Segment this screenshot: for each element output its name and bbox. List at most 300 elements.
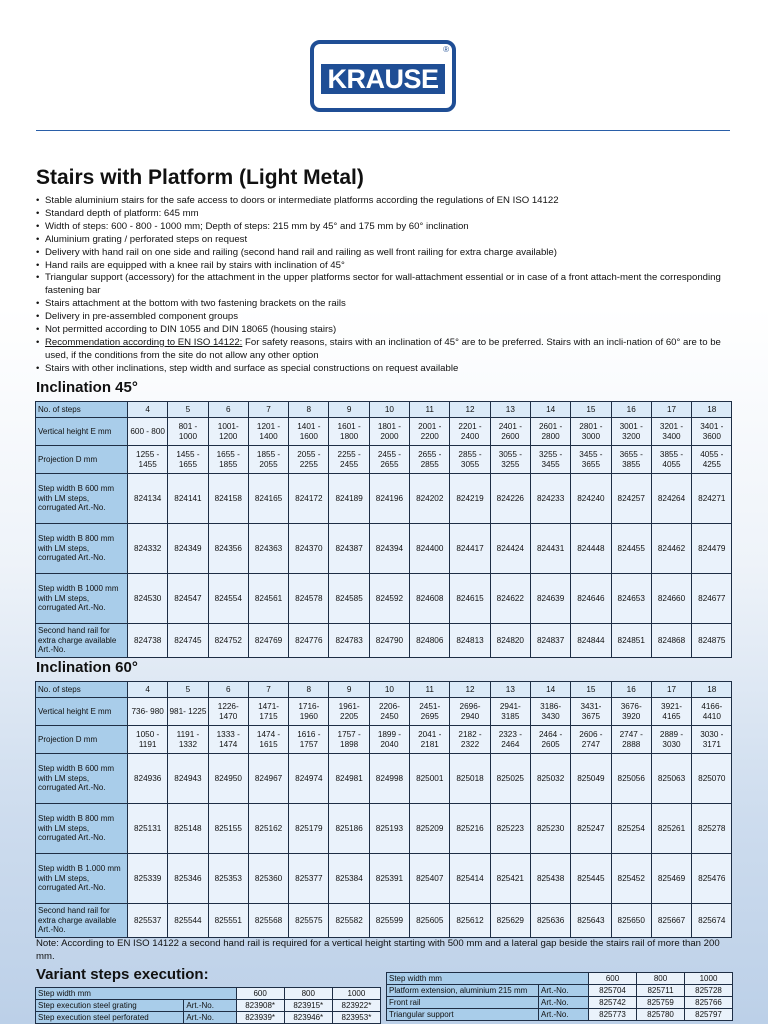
table-cell: 824608 bbox=[410, 574, 450, 624]
row-label: Second hand rail for extra charge available Art.-No. bbox=[36, 904, 128, 938]
table-row bbox=[36, 854, 732, 904]
table-cell: 1716- 1960 bbox=[289, 698, 329, 726]
table-cell: 823908* bbox=[236, 1000, 284, 1012]
table-cell: 2655 - 2855 bbox=[410, 446, 450, 474]
table-cell: 825056 bbox=[611, 754, 651, 804]
table-cell: 824431 bbox=[530, 524, 570, 574]
table-cell: 1255 - 1455 bbox=[128, 446, 168, 474]
table-cell: 825544 bbox=[168, 904, 208, 938]
table-cell: 824172 bbox=[289, 474, 329, 524]
table-cell: 3855 - 4055 bbox=[651, 446, 691, 474]
table-row bbox=[36, 402, 732, 418]
table-cell: 825032 bbox=[530, 754, 570, 804]
header-cell: 600 bbox=[589, 973, 637, 985]
recommendation-label: Recommendation according to EN ISO 14122: bbox=[45, 336, 243, 348]
feature-item: • Not permitted according to DIN 1055 and DIN 18065 (housing stairs) bbox=[36, 324, 736, 337]
table-cell: 825476 bbox=[692, 854, 732, 904]
table-cell: 1655 - 1855 bbox=[208, 446, 248, 474]
table-cell: 2941- 3185 bbox=[490, 698, 530, 726]
table-cell: 824226 bbox=[490, 474, 530, 524]
table-cell: 824790 bbox=[369, 624, 409, 658]
table-cell: 825674 bbox=[692, 904, 732, 938]
table-cell: 18 bbox=[692, 402, 732, 418]
table-cell: 825445 bbox=[571, 854, 611, 904]
row-label: Step width B 1.000 mm with LM steps, corrugated Art.-No. bbox=[36, 854, 128, 904]
table-cell: 825643 bbox=[571, 904, 611, 938]
header-cell: 800 bbox=[284, 988, 332, 1000]
header-cell: 800 bbox=[637, 973, 685, 985]
table-cell: 825575 bbox=[289, 904, 329, 938]
table-cell: 8 bbox=[289, 402, 329, 418]
table-cell: 824356 bbox=[208, 524, 248, 574]
art-no-label: Art.-No. bbox=[184, 1000, 236, 1012]
table-cell: 2323 - 2464 bbox=[490, 726, 530, 754]
table-cell: 824561 bbox=[248, 574, 288, 624]
table-cell: 16 bbox=[611, 402, 651, 418]
table-cell: 825704 bbox=[589, 985, 637, 997]
feature-item: • Triangular support (accessory) for the attachment in the upper platforms sector for wall-attachment essential or in case of a front attach-ment the corresponding fastening bar bbox=[36, 272, 736, 298]
table-cell: 825025 bbox=[490, 754, 530, 804]
feature-item: • Stable aluminium stairs for the safe access to doors or intermediate platforms according the regulations of EN ISO 14122 bbox=[36, 195, 736, 208]
table-cell: 825407 bbox=[410, 854, 450, 904]
table-cell: 824615 bbox=[450, 574, 490, 624]
recommendation-text: For safety reasons, stairs with an inclination of 45° are to be preferred. Stairs with an incli-nation of 60° are to be used, if the conditions from the site do not allow any other option bbox=[45, 336, 721, 361]
feature-item: • Standard depth of platform: 645 mm bbox=[36, 208, 736, 221]
table-cell: 17 bbox=[651, 682, 691, 698]
table-cell: 824820 bbox=[490, 624, 530, 658]
table-cell: 3201 - 3400 bbox=[651, 418, 691, 446]
table-cell: 825360 bbox=[248, 854, 288, 904]
table-cell: 824622 bbox=[490, 574, 530, 624]
feature-item: • Width of steps: 600 - 800 - 1000 mm; Depth of steps: 215 mm by 45° and 175 mm by 60° inclination bbox=[36, 221, 736, 234]
table-cell: 3255 - 3455 bbox=[530, 446, 570, 474]
table-cell: 825766 bbox=[685, 997, 733, 1009]
feature-item: • Delivery in pre-assembled component groups bbox=[36, 311, 736, 324]
table-row bbox=[36, 726, 732, 754]
table-cell: 824257 bbox=[611, 474, 651, 524]
table-cell: 825193 bbox=[369, 804, 409, 854]
row-label: Step execution steel perforated bbox=[36, 1012, 184, 1024]
table-cell: 825438 bbox=[530, 854, 570, 904]
table-cell: 16 bbox=[611, 682, 651, 698]
inclination-45-table bbox=[35, 401, 732, 658]
table-row bbox=[36, 1012, 381, 1024]
table-cell: 824950 bbox=[208, 754, 248, 804]
table-cell: 2606 - 2747 bbox=[571, 726, 611, 754]
table-row bbox=[36, 446, 732, 474]
table-cell: 824752 bbox=[208, 624, 248, 658]
table-cell: 12 bbox=[450, 682, 490, 698]
header-cell: 1000 bbox=[685, 973, 733, 985]
table-cell: 825629 bbox=[490, 904, 530, 938]
table-row bbox=[36, 698, 732, 726]
variant-steps-table bbox=[35, 987, 381, 1024]
table-cell: 11 bbox=[410, 682, 450, 698]
table-cell: 825278 bbox=[692, 804, 732, 854]
table-cell: 9 bbox=[329, 402, 369, 418]
table-cell: 2747 - 2888 bbox=[611, 726, 651, 754]
table-cell: 825254 bbox=[611, 804, 651, 854]
table-cell: 825346 bbox=[168, 854, 208, 904]
table-cell: 825049 bbox=[571, 754, 611, 804]
table-cell: 825179 bbox=[289, 804, 329, 854]
table-cell: 1601 - 1800 bbox=[329, 418, 369, 446]
table-cell: 825452 bbox=[611, 854, 651, 904]
table-cell: 1899 - 2040 bbox=[369, 726, 409, 754]
table-cell: 2201 - 2400 bbox=[450, 418, 490, 446]
table-cell: 2855 - 3055 bbox=[450, 446, 490, 474]
table-cell: 14 bbox=[530, 682, 570, 698]
table-row bbox=[36, 754, 732, 804]
table-cell: 824455 bbox=[611, 524, 651, 574]
table-cell: 2455 - 2655 bbox=[369, 446, 409, 474]
table-cell: 824806 bbox=[410, 624, 450, 658]
header-cell: 1000 bbox=[332, 988, 380, 1000]
art-no-label: Art.-No. bbox=[539, 985, 589, 997]
table-cell: 824547 bbox=[168, 574, 208, 624]
table-row bbox=[36, 988, 381, 1000]
table-cell: 825070 bbox=[692, 754, 732, 804]
table-cell: 824233 bbox=[530, 474, 570, 524]
table-cell: 824479 bbox=[692, 524, 732, 574]
table-row bbox=[36, 574, 732, 624]
table-cell: 825773 bbox=[589, 1009, 637, 1021]
table-cell: 825568 bbox=[248, 904, 288, 938]
table-cell: 825377 bbox=[289, 854, 329, 904]
table-cell: 825001 bbox=[410, 754, 450, 804]
feature-item: • Hand rails are equipped with a knee rail by stairs with inclination of 45° bbox=[36, 260, 736, 273]
table-cell: 4055 - 4255 bbox=[692, 446, 732, 474]
table-cell: 4166- 4410 bbox=[692, 698, 732, 726]
table-cell: 825230 bbox=[530, 804, 570, 854]
table-cell: 823939* bbox=[236, 1012, 284, 1024]
table-cell: 10 bbox=[369, 402, 409, 418]
table-cell: 825759 bbox=[637, 997, 685, 1009]
table-cell: 824424 bbox=[490, 524, 530, 574]
table-cell: 825711 bbox=[637, 985, 685, 997]
row-label: Step width B 600 mm with LM steps, corrugated Art.-No. bbox=[36, 474, 128, 524]
table-cell: 2601 - 2800 bbox=[530, 418, 570, 446]
table-cell: 824349 bbox=[168, 524, 208, 574]
table-cell: 4 bbox=[128, 402, 168, 418]
row-label: Step width B 600 mm with LM steps, corrugated Art.-No. bbox=[36, 754, 128, 804]
table-cell: 824783 bbox=[329, 624, 369, 658]
table-cell: 1961- 2205 bbox=[329, 698, 369, 726]
logo-text: KRAUSE bbox=[321, 64, 445, 94]
table-cell: 3676- 3920 bbox=[611, 698, 651, 726]
table-cell: 825414 bbox=[450, 854, 490, 904]
table-cell: 824189 bbox=[329, 474, 369, 524]
row-label: Step width B 800 mm with LM steps, corrugated Art.-No. bbox=[36, 804, 128, 854]
table-row bbox=[36, 904, 732, 938]
table-cell: 825247 bbox=[571, 804, 611, 854]
table-cell: 824660 bbox=[651, 574, 691, 624]
table-cell: 823915* bbox=[284, 1000, 332, 1012]
feature-item: • Delivery with hand rail on one side and railing (second hand rail and railing as well front railing for extra charge available) bbox=[36, 247, 736, 260]
table-cell: 5 bbox=[168, 402, 208, 418]
table-cell: 823953* bbox=[332, 1012, 380, 1024]
table-cell: 824639 bbox=[530, 574, 570, 624]
table-cell: 824332 bbox=[128, 524, 168, 574]
table-cell: 15 bbox=[571, 682, 611, 698]
feature-list bbox=[36, 195, 736, 376]
table-cell: 2055 - 2255 bbox=[289, 446, 329, 474]
table-cell: 824974 bbox=[289, 754, 329, 804]
table-cell: 824370 bbox=[289, 524, 329, 574]
table-cell: 825384 bbox=[329, 854, 369, 904]
table-cell: 824738 bbox=[128, 624, 168, 658]
table-cell: 825537 bbox=[128, 904, 168, 938]
table-cell: 824394 bbox=[369, 524, 409, 574]
table-cell: 824844 bbox=[571, 624, 611, 658]
row-label: Second hand rail for extra charge available Art.-No. bbox=[36, 624, 128, 658]
table-cell: 12 bbox=[450, 402, 490, 418]
table-cell: 825155 bbox=[208, 804, 248, 854]
table-cell: 825780 bbox=[637, 1009, 685, 1021]
table-cell: 824677 bbox=[692, 574, 732, 624]
table-row bbox=[387, 997, 733, 1009]
table-row bbox=[36, 1000, 381, 1012]
feature-item: • Aluminium grating / perforated steps on request bbox=[36, 234, 736, 247]
table-cell: 824264 bbox=[651, 474, 691, 524]
row-label: Projection D mm bbox=[36, 446, 128, 474]
table-cell: 3186- 3430 bbox=[530, 698, 570, 726]
table-cell: 824837 bbox=[530, 624, 570, 658]
table-cell: 824530 bbox=[128, 574, 168, 624]
table-cell: 824387 bbox=[329, 524, 369, 574]
table-cell: 2182 - 2322 bbox=[450, 726, 490, 754]
row-label: Front rail bbox=[387, 997, 539, 1009]
header-divider bbox=[36, 130, 730, 131]
table-cell: 825582 bbox=[329, 904, 369, 938]
inclination-45-heading: Inclination 45° bbox=[36, 379, 138, 396]
row-label: Step width B 800 mm with LM steps, corrugated Art.-No. bbox=[36, 524, 128, 574]
table-cell: 8 bbox=[289, 682, 329, 698]
table-cell: 1050 - 1191 bbox=[128, 726, 168, 754]
table-cell: 2696- 2940 bbox=[450, 698, 490, 726]
table-cell: 1855 - 2055 bbox=[248, 446, 288, 474]
table-row bbox=[36, 474, 732, 524]
table-cell: 824943 bbox=[168, 754, 208, 804]
table-cell: 1401 - 1600 bbox=[289, 418, 329, 446]
table-cell: 825728 bbox=[685, 985, 733, 997]
table-row bbox=[387, 973, 733, 985]
table-row bbox=[36, 524, 732, 574]
row-label: Platform extension, aluminium 215 mm bbox=[387, 985, 539, 997]
row-label: No. of steps bbox=[36, 402, 128, 418]
table-cell: 825216 bbox=[450, 804, 490, 854]
header-cell: 600 bbox=[236, 988, 284, 1000]
table-cell: 825599 bbox=[369, 904, 409, 938]
table-cell: 3401 - 3600 bbox=[692, 418, 732, 446]
table-row bbox=[387, 985, 733, 997]
table-cell: 1474 - 1615 bbox=[248, 726, 288, 754]
table-cell: 9 bbox=[329, 682, 369, 698]
table-cell: 825391 bbox=[369, 854, 409, 904]
table-cell: 825742 bbox=[589, 997, 637, 1009]
table-cell: 1616 - 1757 bbox=[289, 726, 329, 754]
inclination-60-heading: Inclination 60° bbox=[36, 659, 138, 676]
krause-logo bbox=[310, 40, 456, 112]
header-label: Step width mm bbox=[387, 973, 589, 985]
table-cell: 981- 1225 bbox=[168, 698, 208, 726]
table-cell: 824219 bbox=[450, 474, 490, 524]
table-cell: 824776 bbox=[289, 624, 329, 658]
table-cell: 825421 bbox=[490, 854, 530, 904]
accessories-table bbox=[386, 972, 733, 1021]
note-text: Note: According to EN ISO 14122 a second hand rail is required for a vertical height starting with 500 mm and a lateral gap beside the stairs rail of more than 200 mm. bbox=[36, 938, 720, 962]
table-cell: 2001 - 2200 bbox=[410, 418, 450, 446]
table-cell: 7 bbox=[248, 402, 288, 418]
table-cell: 1455 - 1655 bbox=[168, 446, 208, 474]
table-cell: 18 bbox=[692, 682, 732, 698]
table-cell: 825339 bbox=[128, 854, 168, 904]
table-cell: 2255 - 2455 bbox=[329, 446, 369, 474]
table-cell: 1471- 1715 bbox=[248, 698, 288, 726]
table-cell: 825353 bbox=[208, 854, 248, 904]
table-cell: 824745 bbox=[168, 624, 208, 658]
table-cell: 824592 bbox=[369, 574, 409, 624]
table-cell: 825186 bbox=[329, 804, 369, 854]
table-cell: 824196 bbox=[369, 474, 409, 524]
row-label: Vertical height E mm bbox=[36, 698, 128, 726]
variant-heading: Variant steps execution: bbox=[36, 966, 209, 983]
table-cell: 824554 bbox=[208, 574, 248, 624]
table-cell: 823946* bbox=[284, 1012, 332, 1024]
table-cell: 600 - 800 bbox=[128, 418, 168, 446]
table-cell: 824585 bbox=[329, 574, 369, 624]
table-cell: 2041 - 2181 bbox=[410, 726, 450, 754]
table-cell: 6 bbox=[208, 402, 248, 418]
row-label: Projection D mm bbox=[36, 726, 128, 754]
table-cell: 5 bbox=[168, 682, 208, 698]
table-cell: 2801 - 3000 bbox=[571, 418, 611, 446]
table-cell: 17 bbox=[651, 402, 691, 418]
inclination-60-table bbox=[35, 681, 732, 938]
table-cell: 7 bbox=[248, 682, 288, 698]
table-row bbox=[387, 1009, 733, 1021]
table-cell: 2206- 2450 bbox=[369, 698, 409, 726]
table-cell: 1757 - 1898 bbox=[329, 726, 369, 754]
table-cell: 824134 bbox=[128, 474, 168, 524]
table-row bbox=[36, 682, 732, 698]
table-cell: 824158 bbox=[208, 474, 248, 524]
table-row bbox=[36, 418, 732, 446]
table-cell: 10 bbox=[369, 682, 409, 698]
table-cell: 825650 bbox=[611, 904, 651, 938]
table-cell: 824141 bbox=[168, 474, 208, 524]
page-title: Stairs with Platform (Light Metal) bbox=[36, 166, 364, 189]
table-cell: 825636 bbox=[530, 904, 570, 938]
table-cell: 824936 bbox=[128, 754, 168, 804]
feature-item: • Stairs with other inclinations, step width and surface as special constructions on request available bbox=[36, 363, 736, 376]
art-no-label: Art.-No. bbox=[539, 1009, 589, 1021]
table-cell: 824875 bbox=[692, 624, 732, 658]
table-cell: 14 bbox=[530, 402, 570, 418]
table-cell: 824653 bbox=[611, 574, 651, 624]
table-cell: 3431- 3675 bbox=[571, 698, 611, 726]
table-cell: 13 bbox=[490, 402, 530, 418]
table-cell: 1191 - 1332 bbox=[168, 726, 208, 754]
registered-mark: ® bbox=[443, 45, 449, 54]
table-cell: 825612 bbox=[450, 904, 490, 938]
table-cell: 825209 bbox=[410, 804, 450, 854]
table-cell: 824851 bbox=[611, 624, 651, 658]
feature-item-recommendation bbox=[36, 337, 736, 363]
row-label: Vertical height E mm bbox=[36, 418, 128, 446]
table-cell: 824646 bbox=[571, 574, 611, 624]
art-no-label: Art.-No. bbox=[539, 997, 589, 1009]
table-cell: 1226- 1470 bbox=[208, 698, 248, 726]
table-cell: 3055 - 3255 bbox=[490, 446, 530, 474]
row-label: Triangular support bbox=[387, 1009, 539, 1021]
table-cell: 13 bbox=[490, 682, 530, 698]
table-cell: 824998 bbox=[369, 754, 409, 804]
table-cell: 3030 - 3171 bbox=[692, 726, 732, 754]
table-cell: 1201 - 1400 bbox=[248, 418, 288, 446]
table-cell: 4 bbox=[128, 682, 168, 698]
table-cell: 824868 bbox=[651, 624, 691, 658]
table-cell: 2889 - 3030 bbox=[651, 726, 691, 754]
table-cell: 824462 bbox=[651, 524, 691, 574]
header-label: Step width mm bbox=[36, 988, 237, 1000]
table-cell: 3655 - 3855 bbox=[611, 446, 651, 474]
table-cell: 824165 bbox=[248, 474, 288, 524]
table-cell: 823922* bbox=[332, 1000, 380, 1012]
table-cell: 2464 - 2605 bbox=[530, 726, 570, 754]
table-cell: 825551 bbox=[208, 904, 248, 938]
row-label: Step width B 1000 mm with LM steps, corrugated Art.-No. bbox=[36, 574, 128, 624]
table-cell: 825797 bbox=[685, 1009, 733, 1021]
table-cell: 736- 980 bbox=[128, 698, 168, 726]
table-cell: 825063 bbox=[651, 754, 691, 804]
table-cell: 824202 bbox=[410, 474, 450, 524]
table-cell: 824240 bbox=[571, 474, 611, 524]
table-cell: 824967 bbox=[248, 754, 288, 804]
table-cell: 3001 - 3200 bbox=[611, 418, 651, 446]
table-cell: 824981 bbox=[329, 754, 369, 804]
table-cell: 824578 bbox=[289, 574, 329, 624]
table-cell: 825261 bbox=[651, 804, 691, 854]
table-cell: 11 bbox=[410, 402, 450, 418]
table-cell: 825223 bbox=[490, 804, 530, 854]
table-cell: 801 - 1000 bbox=[168, 418, 208, 446]
row-label: No. of steps bbox=[36, 682, 128, 698]
table-cell: 824448 bbox=[571, 524, 611, 574]
table-cell: 825605 bbox=[410, 904, 450, 938]
table-cell: 825469 bbox=[651, 854, 691, 904]
table-cell: 825667 bbox=[651, 904, 691, 938]
table-cell: 824769 bbox=[248, 624, 288, 658]
table-cell: 6 bbox=[208, 682, 248, 698]
table-cell: 825131 bbox=[128, 804, 168, 854]
table-row bbox=[36, 624, 732, 658]
table-cell: 3921- 4165 bbox=[651, 698, 691, 726]
art-no-label: Art.-No. bbox=[184, 1012, 236, 1024]
table-cell: 824400 bbox=[410, 524, 450, 574]
table-cell: 824363 bbox=[248, 524, 288, 574]
table-cell: 3455 - 3655 bbox=[571, 446, 611, 474]
table-cell: 825148 bbox=[168, 804, 208, 854]
row-label: Step execution steel grating bbox=[36, 1000, 184, 1012]
table-cell: 2451- 2695 bbox=[410, 698, 450, 726]
table-cell: 1801 - 2000 bbox=[369, 418, 409, 446]
table-cell: 15 bbox=[571, 402, 611, 418]
table-cell: 1001- 1200 bbox=[208, 418, 248, 446]
table-cell: 825018 bbox=[450, 754, 490, 804]
feature-item: • Stairs attachment at the bottom with two fastening brackets on the rails bbox=[36, 298, 736, 311]
table-cell: 2401 - 2600 bbox=[490, 418, 530, 446]
